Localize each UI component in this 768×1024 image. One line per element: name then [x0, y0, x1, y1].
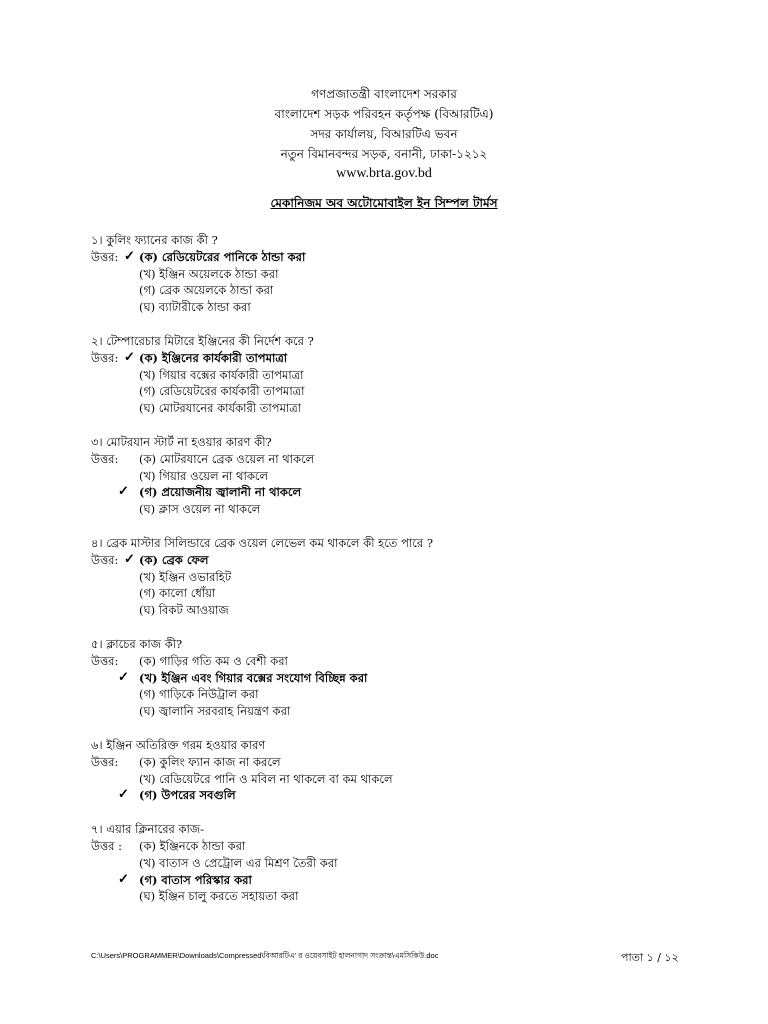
- footer-page-number: পাতা ১ / ১২: [621, 951, 679, 964]
- answer-option-row: [91, 670, 691, 687]
- correct-answer-option: (গ) প্রয়োজনীয় জ্বালানী না থাকলে: [139, 485, 302, 500]
- correct-answer-option: (গ) বাতাস পরিস্কার করা: [139, 872, 252, 887]
- question-text: ৬। ইঞ্জিন অতিরিক্ত গরম হওয়ার কারণ: [91, 737, 266, 752]
- answer-option: (ঘ) জ্বালানি সরবরাহ নিয়ন্ত্রণ করা: [139, 704, 291, 719]
- answer-option-row: [91, 299, 691, 316]
- question-block: [91, 232, 691, 316]
- answer-option-row: [91, 282, 691, 299]
- check-mark-icon: ✓: [124, 349, 135, 365]
- answer-option: (ঘ) ক্লাস ওয়েল না থাকলে: [139, 502, 261, 517]
- question-text: ২। টেম্পারেচার মিটারে ইঞ্জিনের কী নির্দেশ করে ?: [91, 333, 314, 348]
- header-authority: বাংলাদেশ সড়ক পরিবহন কর্তৃপক্ষ (বিআরটিএ): [274, 107, 494, 121]
- answer-option-row: [91, 569, 691, 586]
- answer-option-row: [91, 552, 691, 569]
- question-text: ৪। ব্রেক মাস্টার সিলিন্ডারে ব্রেক ওয়েল লেভেল কম থাকলে কী হতে পারে ?: [91, 535, 434, 550]
- answer-label: উত্তর:: [91, 451, 119, 466]
- check-mark-icon: ✓: [124, 248, 135, 264]
- question-block: [91, 821, 691, 905]
- question-block: [91, 737, 691, 804]
- answer-option-row: [91, 468, 691, 485]
- question-text: ১। কুলিং ফ্যানের কাজ কী ?: [91, 233, 218, 247]
- answer-option-row: [91, 400, 691, 417]
- question-text: ৫। ক্লাচের কাজ কী?: [91, 636, 183, 651]
- answer-option-row: [91, 501, 691, 518]
- answer-option: (ক) ইঞ্জিনকে ঠান্ডা করা: [139, 838, 246, 853]
- answer-option-row: [91, 350, 691, 367]
- correct-answer-option: (ক) রেডিয়েটরের পানিকে ঠান্ডা করা: [139, 249, 306, 264]
- answer-option: (ঘ) বিকট আওয়াজ: [139, 603, 229, 618]
- answer-option: (খ) রেডিয়েটরে পানি ও মবিল না থাকলে বা কম থাকলে: [139, 771, 393, 786]
- answer-label: উত্তর:: [91, 350, 119, 365]
- footer-file-path: C:\Users\PROGRAMMER\Downloads\Compressed\বিআরটিএ' র ওয়েবসাইট হালনাগাদ সংক্রান্ত\এমসিকিউ.doc: [91, 951, 439, 960]
- header-government: গণপ্রজাতন্ত্রী বাংলাদেশ সরকার: [311, 87, 457, 101]
- answer-option-row: [91, 771, 691, 788]
- answer-option: (গ) রেডিয়েটরের কার্যকারী তাপমাত্রা: [139, 384, 305, 399]
- answer-label: উত্তর:: [91, 552, 119, 567]
- answer-label: উত্তর:: [91, 249, 119, 264]
- question-block: [91, 434, 691, 518]
- answer-option: (গ) কালো ধোঁয়া: [139, 586, 216, 601]
- answer-option: (খ) ইঞ্জিন অয়েলকে ঠান্ডা করা: [139, 266, 279, 281]
- check-mark-icon: ✓: [124, 551, 135, 567]
- answer-option: (খ) গিয়ার বক্সের কার্যকারী তাপমাত্রা: [139, 367, 304, 382]
- answer-option-row: [91, 451, 691, 468]
- document-header: [0, 84, 768, 184]
- answer-option-row: [91, 249, 691, 266]
- answer-option-row: [91, 787, 691, 804]
- answer-option-row: [91, 266, 691, 283]
- answer-option-row: [91, 484, 691, 501]
- answer-option: (ক) মোটরযানে ব্রেক ওয়েল না থাকলে: [139, 451, 315, 466]
- answer-label: উত্তর :: [91, 838, 123, 853]
- answer-option-row: [91, 703, 691, 720]
- answer-option-row: [91, 585, 691, 602]
- answer-option: (গ) গাড়িকে নিউট্রাল করা: [139, 687, 259, 702]
- question-block: [91, 636, 691, 720]
- answer-option: (খ) গিয়ার ওয়েল না থাকলে: [139, 468, 269, 483]
- correct-answer-option: (খ) ইঞ্জিন এবং গিয়ার বক্সের সংযোগ বিচ্ছিন্ন করা: [139, 670, 368, 685]
- question-block: [91, 535, 691, 619]
- answer-option-row: [91, 367, 691, 384]
- question-text: ৩। মোটরযান স্টার্ট না হওয়ার কারণ কী?: [91, 434, 272, 449]
- check-mark-icon: ✓: [118, 787, 129, 803]
- answer-option: (খ) ইঞ্জিন ওভারহিট: [139, 569, 232, 584]
- answer-option-row: [91, 383, 691, 400]
- header-website: www.brta.gov.bd: [336, 166, 432, 181]
- check-mark-icon: ✓: [118, 669, 129, 685]
- correct-answer-option: (গ) উপরের সবগুলি: [139, 788, 236, 803]
- answer-label: উত্তর:: [91, 653, 119, 668]
- correct-answer-option: (ক) ইঞ্জিনের কার্যকারী তাপমাত্রা: [139, 350, 288, 365]
- document-title: মেকানিজম অব অটোমোবাইল ইন সিম্পল টার্মস: [270, 196, 498, 210]
- answer-option-row: [91, 888, 691, 905]
- header-office: সদর কার্যালয়, বিআরটিএ ভবন: [310, 127, 458, 141]
- answer-option-row: [91, 686, 691, 703]
- question-list: [91, 232, 691, 922]
- header-address: নতুন বিমানবন্দর সড়ক, বনানী, ঢাকা-১২১২: [280, 147, 488, 161]
- answer-option: (ক) কুলিং ফ্যান কাজ না করলে: [139, 754, 281, 769]
- answer-option-row: [91, 602, 691, 619]
- check-mark-icon: ✓: [118, 871, 129, 887]
- question-block: [91, 333, 691, 417]
- answer-option: (ঘ) ব্যাটারীকে ঠান্ডা করা: [139, 300, 251, 315]
- answer-option: (ঘ) মোটরযানের কার্যকারী তাপমাত্রা: [139, 401, 302, 416]
- answer-label: উত্তর:: [91, 754, 119, 769]
- question-text: ৭। এয়ার ক্লিনারের কাজ-: [91, 822, 205, 837]
- check-mark-icon: ✓: [118, 484, 129, 500]
- answer-option-row: [91, 754, 691, 771]
- answer-option-row: [91, 855, 691, 872]
- answer-option: (গ) ব্রেক অয়েলকে ঠান্ডা করা: [139, 283, 274, 298]
- answer-option-row: [91, 838, 691, 855]
- answer-option: (খ) বাতাস ও প্রেট্রোল এর মিশ্রণ তৈরী করা: [139, 855, 338, 870]
- answer-option: (ক) গাড়ির গতি কম ও বেশী করা: [139, 653, 288, 668]
- correct-answer-option: (ক) ব্রেক ফেল: [139, 552, 209, 567]
- answer-option: (ঘ) ইঞ্জিন চালু করতে সহায়তা করা: [139, 889, 299, 904]
- answer-option-row: [91, 653, 691, 670]
- answer-option-row: [91, 872, 691, 889]
